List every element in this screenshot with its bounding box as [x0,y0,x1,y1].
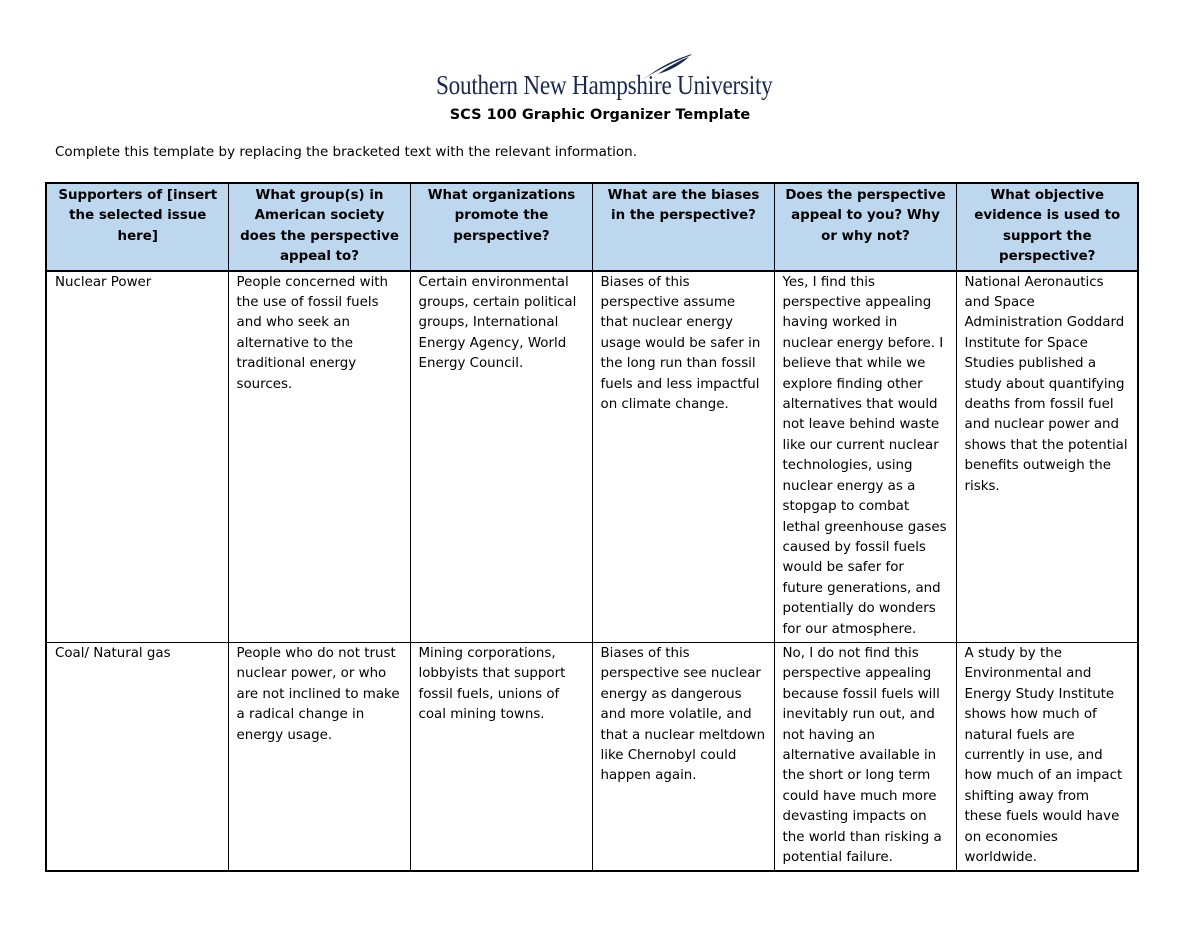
table-cell: Certain environmental groups, certain political groups, International Energy Agency, World Energy Council. [410,271,592,643]
document-title: SCS 100 Graphic Organizer Template [449,107,751,123]
graphic-organizer-table [45,182,1139,872]
column-header-organizations: What organizations promote the perspective? [410,183,592,271]
table-cell: A study by the Environmental and Energy Study Institute shows how much of natural fuels are currently in use, and how much of an impact shifting away from these fuels would have on economies worldwide. [956,642,1138,871]
table-cell: Yes, I find this perspective appealing having worked in nuclear energy before. I believe that while we explore finding other alternatives that would not leave behind waste like our current nuclear technologies, using nuclear energy as a stopgap to combat lethal greenhouse gases caused by fossil fuels would be safer for future generations, and potentially do wonders for our atmosphere. [774,271,956,643]
header-row [46,183,1138,271]
table-cell: No, I do not find this perspective appealing because fossil fuels will inevitably run out, and not having an alternative available in the short or long term could have much more devasting impacts on the world than risking a potential failure. [774,642,956,871]
table-cell: National Aeronautics and Space Administration Goddard Institute for Space Studies published a study about quantifying deaths from fossil fuel and nuclear power and shows that the potential benefits outweigh the risks. [956,271,1138,643]
table-cell: Biases of this perspective see nuclear energy as dangerous and more volatile, and that a nuclear meltdown like Chernobyl could happen again. [592,642,774,871]
column-header-appeal: Does the perspective appeal to you? Why or why not? [774,183,956,271]
column-header-supporters: Supporters of [insert the selected issue here] [46,183,228,271]
instructions-text: Complete this template by replacing the bracketed text with the relevant information. [55,144,638,160]
column-header-evidence: What objective evidence is used to support the perspective? [956,183,1138,271]
table-row [46,271,1138,643]
table-cell: Coal/ Natural gas [46,642,228,871]
table-cell: People concerned with the use of fossil fuels and who seek an alternative to the traditional energy sources. [228,271,410,643]
university-name: Southern New Hampshire University [436,70,773,100]
table-cell: Nuclear Power [46,271,228,643]
column-header-biases: What are the biases in the perspective? [592,183,774,271]
university-logo [430,52,773,104]
table-cell: Biases of this perspective assume that nuclear energy usage would be safer in the long run than fossil fuels and less impactful on climate change. [592,271,774,643]
column-header-groups: What group(s) in American society does the perspective appeal to? [228,183,410,271]
table-cell: Mining corporations, lobbyists that support fossil fuels, unions of coal mining towns. [410,642,592,871]
table-cell: People who do not trust nuclear power, or who are not inclined to make a radical change in energy usage. [228,642,410,871]
table-row [46,642,1138,871]
